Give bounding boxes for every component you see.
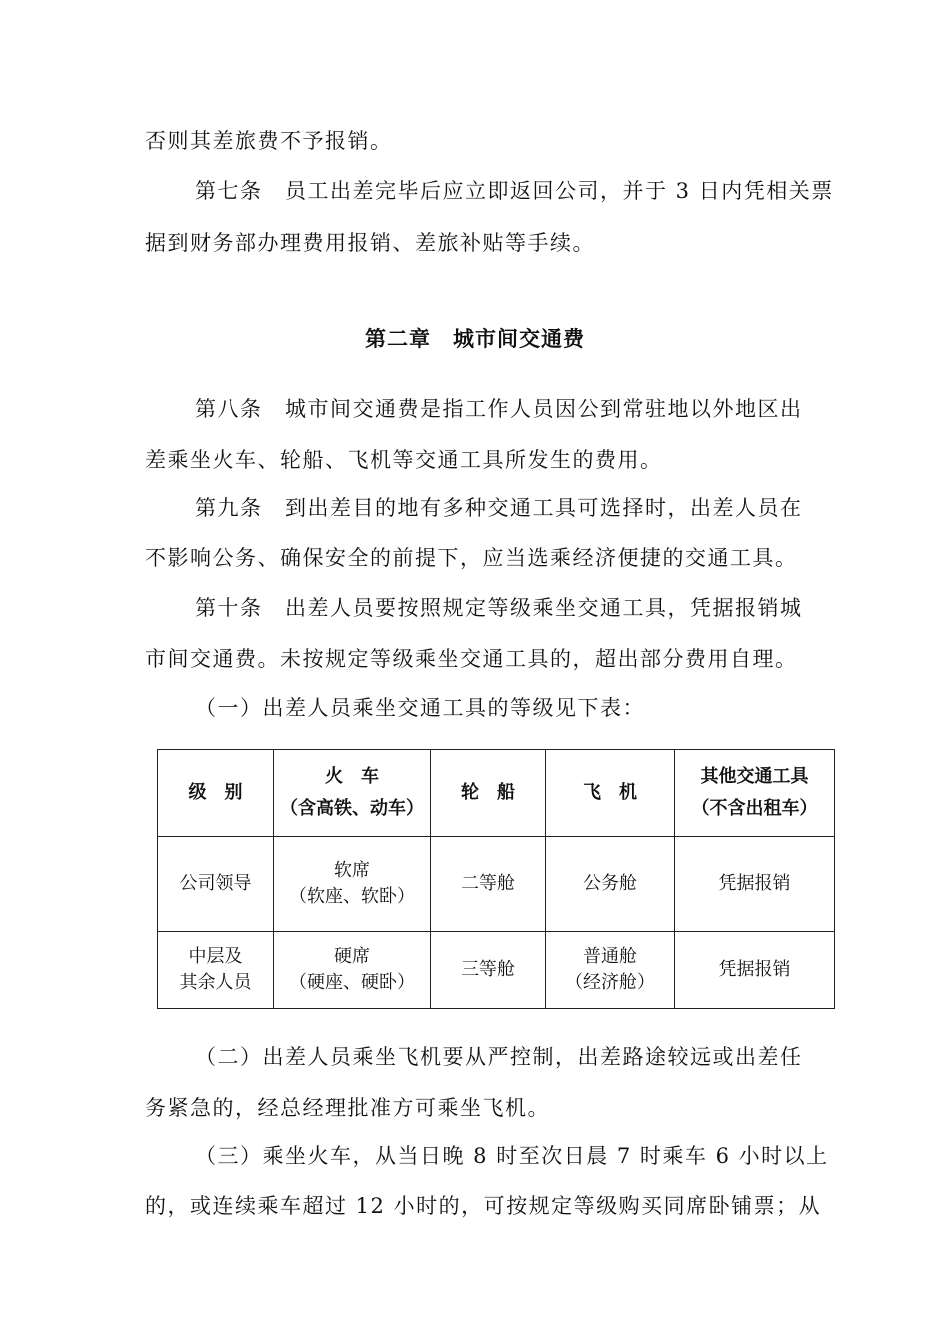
header-ship: 轮 船 bbox=[431, 750, 546, 837]
clause-2-line-2: 务紧急的，经总经理批准方可乘坐飞机。 bbox=[145, 1096, 550, 1120]
cell-level: 中层及 其余人员 bbox=[158, 932, 274, 1009]
header-train: 火 车 （含高铁、动车） bbox=[274, 750, 431, 837]
cell-train: 硬席 （硬座、硬卧） bbox=[274, 932, 431, 1009]
article-10-line-2: 市间交通费。未按规定等级乘坐交通工具的，超出部分费用自理。 bbox=[145, 647, 798, 671]
article-9-line-2: 不影响公务、确保安全的前提下，应当选乘经济便捷的交通工具。 bbox=[145, 546, 798, 570]
cell-other: 凭据报销 bbox=[675, 932, 835, 1009]
article-7-line-2: 据到财务部办理费用报销、差旅补贴等手续。 bbox=[145, 231, 595, 255]
table-intro-line: （一）出差人员乘坐交通工具的等级见下表： bbox=[195, 696, 645, 720]
header-other: 其他交通工具 （不含出租车） bbox=[675, 750, 835, 837]
cell-ship: 二等舱 bbox=[431, 837, 546, 932]
header-plane: 飞 机 bbox=[546, 750, 675, 837]
paragraph-line: 否则其差旅费不予报销。 bbox=[145, 129, 393, 153]
article-10-line-1: 第十条 出差人员要按照规定等级乘坐交通工具，凭据报销城 bbox=[195, 596, 803, 620]
cell-other: 凭据报销 bbox=[675, 837, 835, 932]
article-8-line-1: 第八条 城市间交通费是指工作人员因公到常驻地以外地区出 bbox=[195, 397, 803, 421]
table-row bbox=[158, 932, 835, 1009]
cell-ship: 三等舱 bbox=[431, 932, 546, 1009]
clause-2-line-1: （二）出差人员乘坐飞机要从严控制，出差路途较远或出差任 bbox=[195, 1045, 803, 1069]
cell-level: 公司领导 bbox=[158, 837, 274, 932]
article-9-line-1: 第九条 到出差目的地有多种交通工具可选择时，出差人员在 bbox=[195, 496, 803, 520]
cell-plane: 普通舱 （经济舱） bbox=[546, 932, 675, 1009]
header-level: 级 别 bbox=[158, 750, 274, 837]
article-8-line-2: 差乘坐火车、轮船、飞机等交通工具所发生的费用。 bbox=[145, 448, 663, 472]
cell-plane: 公务舱 bbox=[546, 837, 675, 932]
clause-3-line-2: 的，或连续乘车超过 12 小时的，可按规定等级购买同席卧铺票；从 bbox=[145, 1194, 822, 1218]
transport-grade-table bbox=[157, 749, 835, 1009]
cell-train: 软席 （软座、软卧） bbox=[274, 837, 431, 932]
table-row bbox=[158, 837, 835, 932]
table-header-row bbox=[158, 750, 835, 837]
clause-3-line-1: （三）乘坐火车，从当日晚 8 时至次日晨 7 时乘车 6 小时以上 bbox=[195, 1144, 829, 1168]
chapter-heading: 第二章 城市间交通费 bbox=[365, 326, 585, 351]
article-7-line-1: 第七条 员工出差完毕后应立即返回公司，并于 3 日内凭相关票 bbox=[195, 179, 834, 203]
